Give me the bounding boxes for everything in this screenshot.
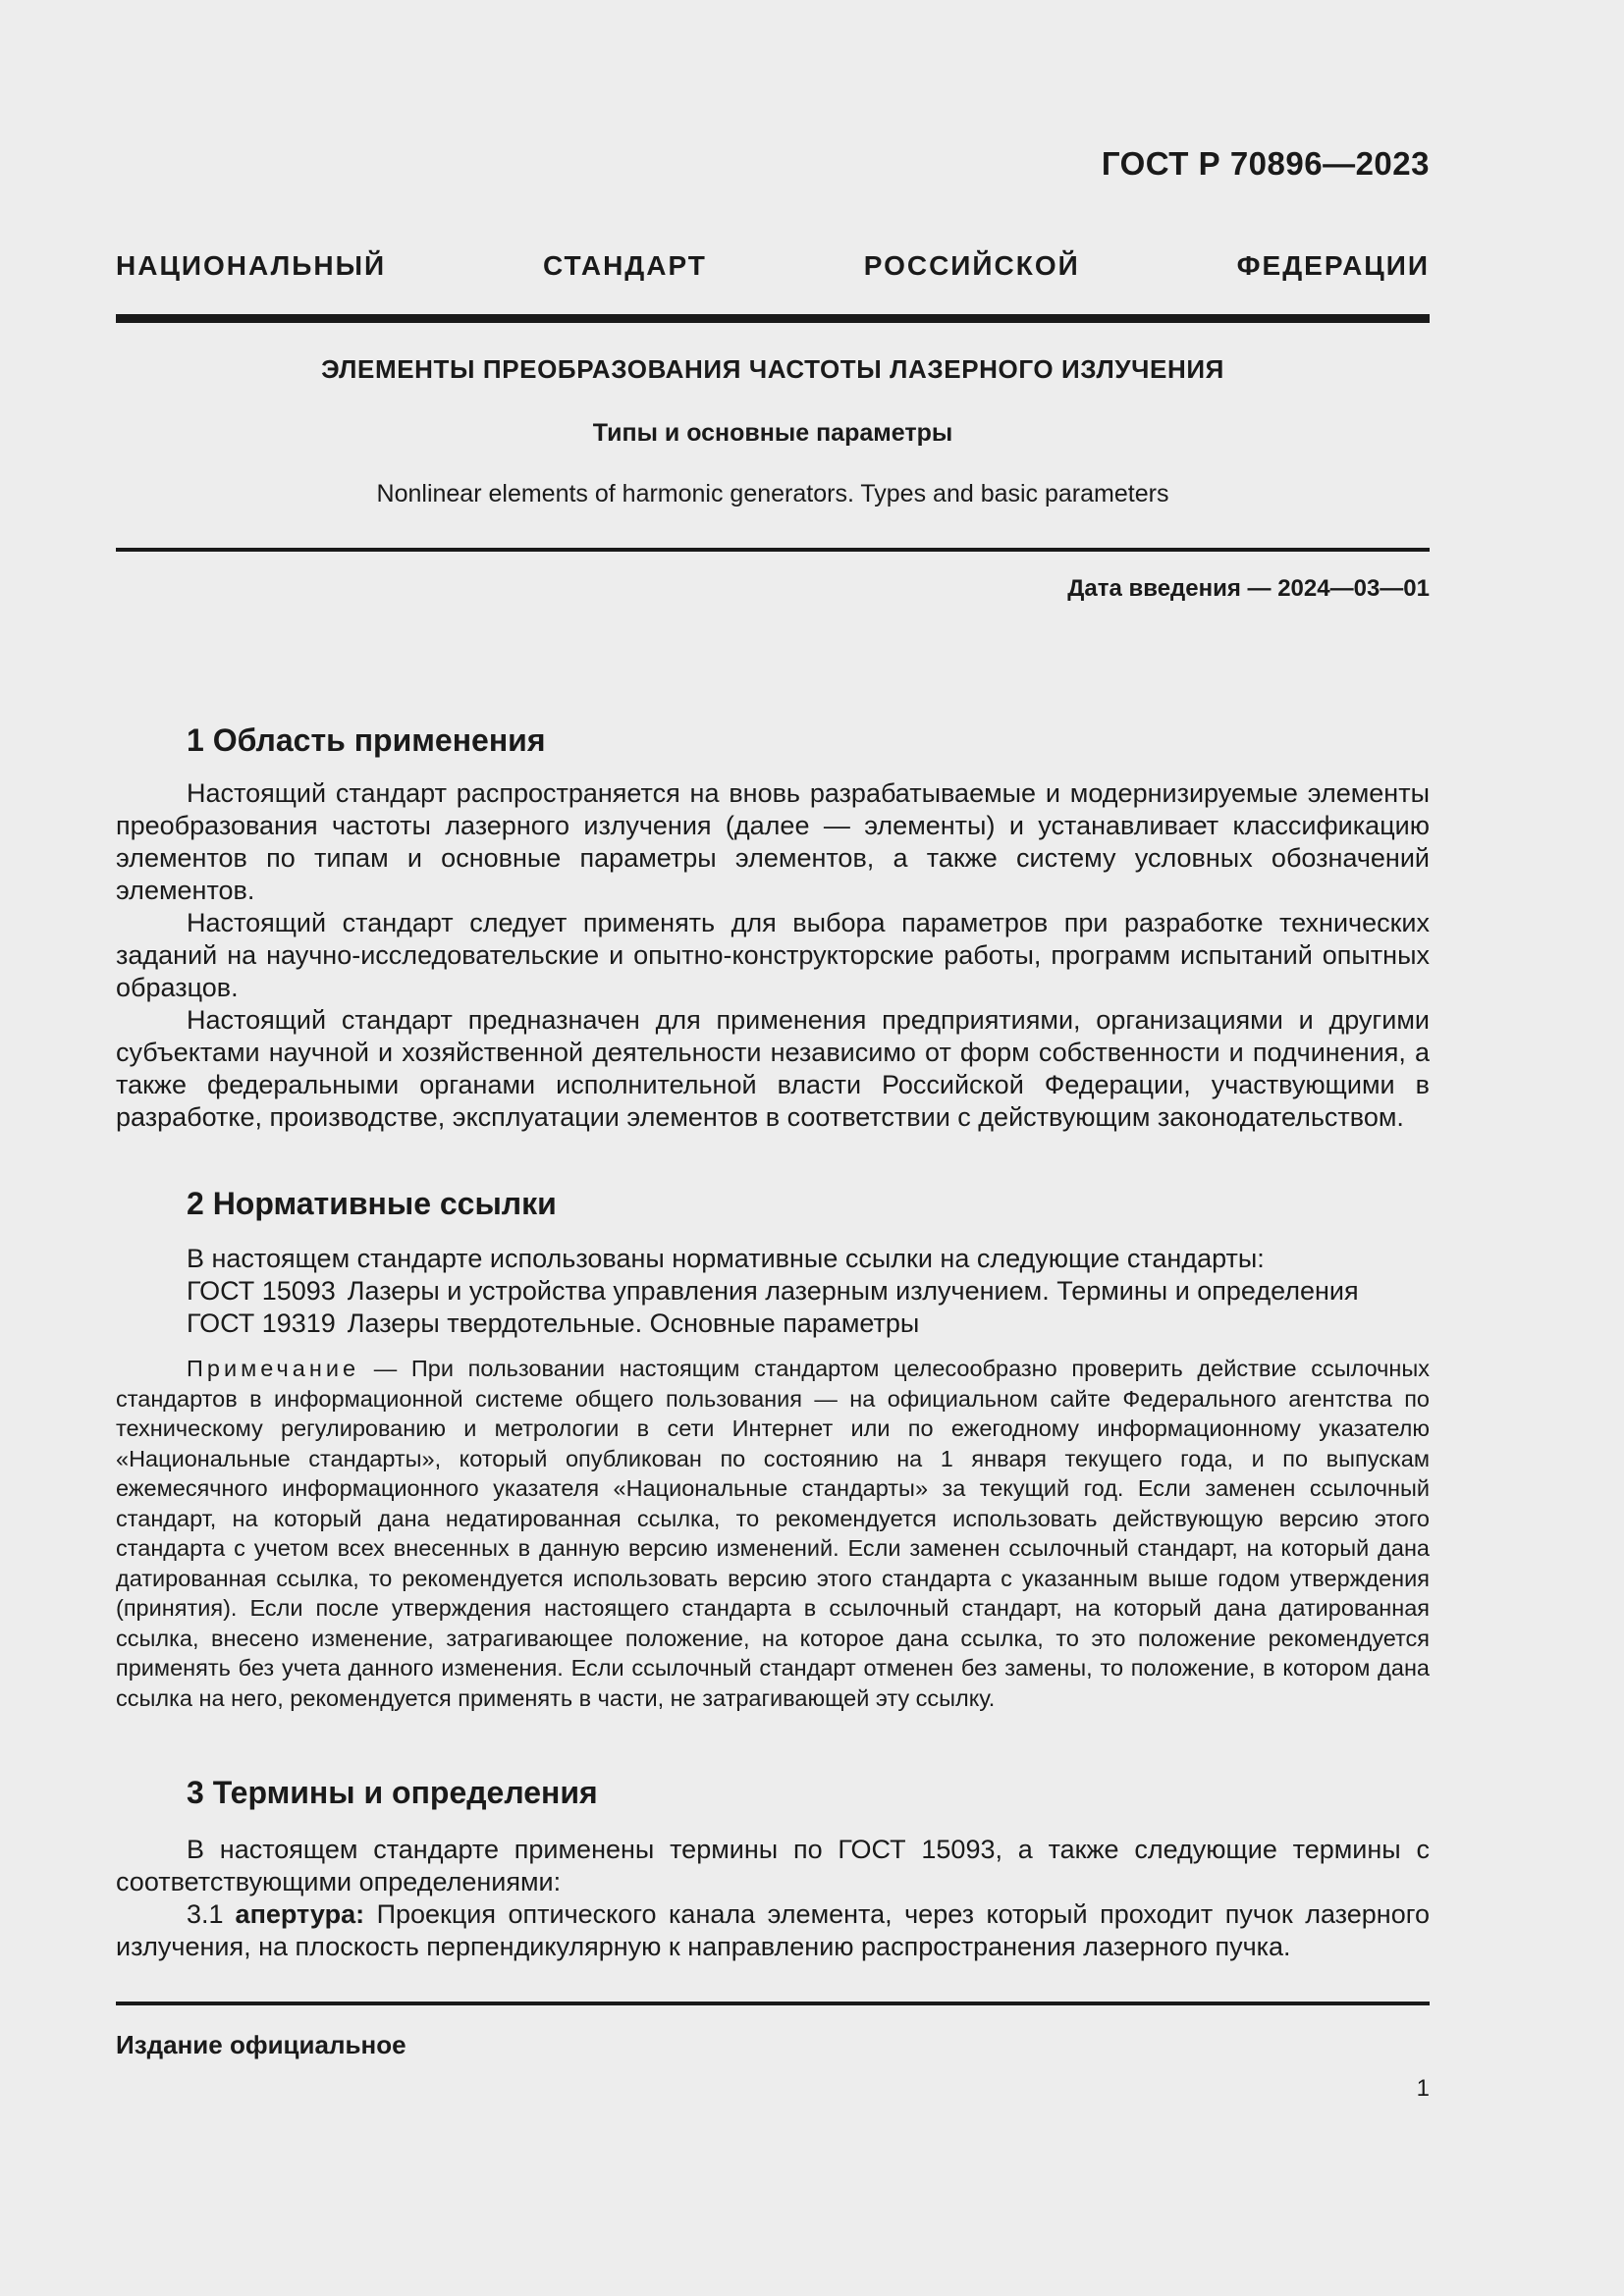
term-text: Проекция оптического канала элемента, через который проходит пучок лазерного излучения, на плоскость перпендикулярную к направлению распространения лазерного пучка.: [116, 1899, 1430, 1961]
national-standard-banner: НАЦИОНАЛЬНЫЙ СТАНДАРТ РОССИЙСКОЙ ФЕДЕРАЦИИ: [116, 250, 1430, 281]
paragraph: В настоящем стандарте использованы нормативные ссылки на следующие стандарты:: [187, 1244, 1265, 1273]
reference-code: ГОСТ 19319: [187, 1308, 336, 1338]
introduction-date: Дата введения — 2024—03—01: [1067, 575, 1430, 602]
reference-title: Лазеры и устройства управления лазерным излучением. Термины и определения: [347, 1276, 1359, 1306]
section-references: [116, 1184, 1430, 1713]
paragraph: Настоящий стандарт предназначен для применения предприятиями, организациями и другими субъектами научной и хозяйственной деятельности независимо от форм собственности и подчинения, а также федеральными органами исполнительной власти Российской Федерации, участвующими в разработке, производстве, эксплуатации элементов в соответствии с действующим законодательством.: [116, 1005, 1430, 1132]
reference-item: [116, 1308, 1430, 1340]
reference-title: Лазеры твердотельные. Основные параметры: [347, 1308, 920, 1338]
document-number: ГОСТ Р 70896—2023: [1101, 145, 1430, 182]
note-text: — При пользовании настоящим стандартом целесообразно проверить действие ссылочных стандартов в информационной системе общего пользования — на официальном сайте Федерального агентства по техническому регулированию и метрологии в сети Интернет или по ежегодному информационному указателю «Национальные стандарты», который опубликован по состоянию на 1 января текущего года, и по выпускам ежемесячного информационного указателя «Национальные стандарты» за текущий год. Если заменен ссылочный стандарт, на который дана недатированная ссылка, то рекомендуется использовать действующую версию этого стандарта с учетом всех внесенных в данную версию изменений. Если заменен ссылочный стандарт, на который дана датированная ссылка, то рекомендуется использовать версию этого стандарта с указанным выше годом утверждения (принятия). Если после утверждения настоящего стандарта в ссылочный стандарт, на который дана датированная ссылка, внесено изменение, затрагивающее положение, на которое дана ссылка, то это положение рекомендуется применять без учета данного изменения. Если ссылочный стандарт отменен без замены, то положение, в котором дана ссылка на него, рекомендуется применять в части, не затрагивающей эту ссылку.: [116, 1356, 1430, 1711]
official-edition-label: Издание официальное: [116, 2030, 406, 2059]
header-divider-thick: [116, 314, 1430, 323]
document-title: ЭЛЕМЕНТЫ ПРЕОБРАЗОВАНИЯ ЧАСТОТЫ ЛАЗЕРНОГО ИЗЛУЧЕНИЯ: [321, 354, 1224, 384]
section-heading: 2 Нормативные ссылки: [187, 1186, 557, 1221]
section-heading: 3 Термины и определения: [187, 1775, 598, 1810]
term-word: апертура:: [235, 1899, 365, 1929]
paragraph: Настоящий стандарт распространяется на вновь разрабатываемые и модернизируемые элементы преобразования частоты лазерного излучения (далее — элементы) и устанавливает классификацию элементов по типам и основные параметры элементов, а также систему условных обозначений элементов.: [116, 778, 1430, 905]
header-divider-thin: [116, 548, 1430, 552]
reference-item: [116, 1275, 1430, 1308]
document-subtitle: Типы и основные параметры: [592, 419, 953, 447]
document-page: [116, 0, 1430, 2296]
reference-code: ГОСТ 15093: [187, 1276, 336, 1306]
term-definition: [116, 1898, 1430, 1963]
section-scope: [116, 721, 1430, 1134]
note-label: Примечание: [187, 1356, 360, 1381]
section-terms: [116, 1773, 1430, 1963]
paragraph: Настоящий стандарт следует применять для выбора параметров при разработке технических заданий на научно-исследовательские и опытно-конструкторские работы, программ испытаний опытных образцов.: [116, 908, 1430, 1002]
english-title: Nonlinear elements of harmonic generators. Types and basic parameters: [376, 480, 1169, 507]
paragraph: В настоящем стандарте применены термины по ГОСТ 15093, а также следующие термины с соответствующими определениями:: [116, 1835, 1430, 1896]
note: [116, 1354, 1430, 1713]
section-heading: 1 Область применения: [187, 722, 546, 758]
page-number: 1: [1416, 2075, 1430, 2102]
term-number: 3.1: [187, 1899, 224, 1929]
footer-divider: [116, 2002, 1430, 2005]
